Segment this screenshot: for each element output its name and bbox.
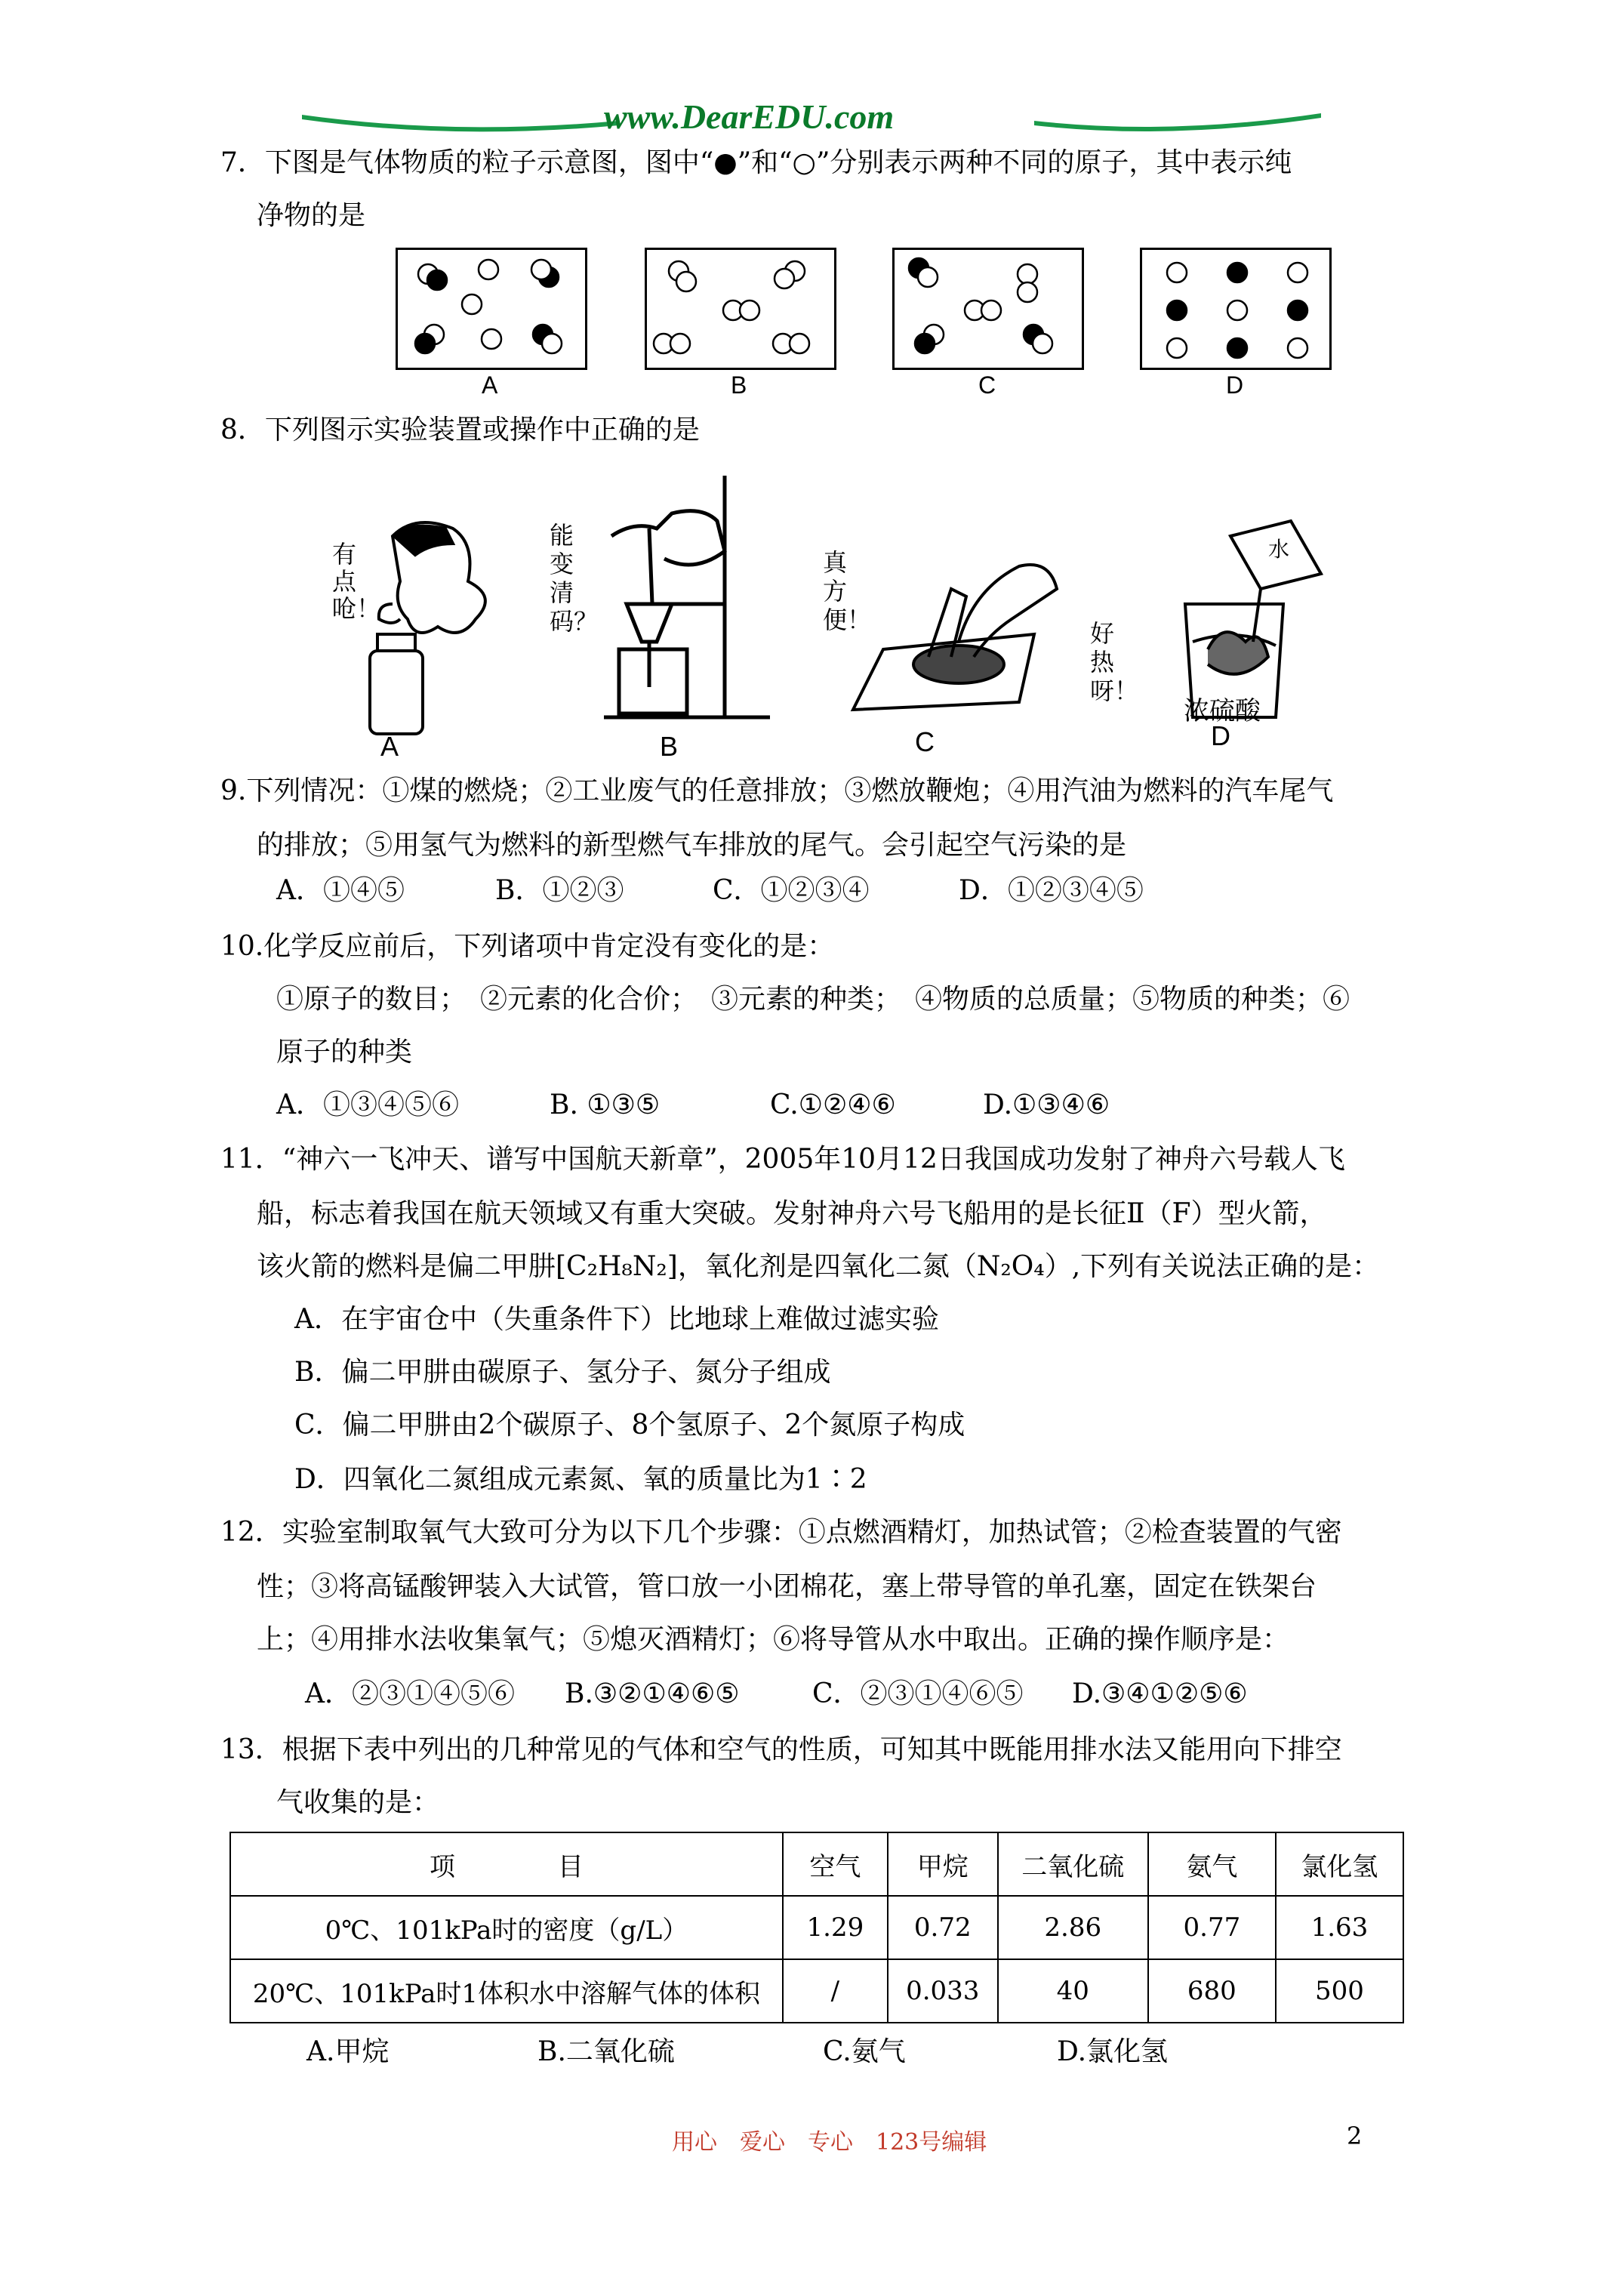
q13-stem-line1: 13．根据下表中列出的几种常见的气体和空气的性质，可知其中既能用排水法又能用向下排空 bbox=[220, 1734, 1342, 1765]
q13-option-a: A.甲烷 bbox=[306, 2036, 390, 2067]
q11-option-d: D．四氧化二氮组成元素氮、氧的质量比为1∶2 bbox=[294, 1464, 867, 1495]
q7-particles-c bbox=[895, 250, 1082, 368]
table-cell: 1.63 bbox=[1276, 1896, 1403, 1959]
q12-option-d: D.③④①②⑤⑥ bbox=[1072, 1678, 1248, 1709]
q7-diagram-b bbox=[645, 248, 836, 370]
q8-caption-a: 有点呛！ bbox=[332, 540, 381, 623]
q11-stem-line2: 船，标志着我国在航天领域又有重大突破。发射神舟六号飞船用的是长征Ⅱ（F）型火箭， bbox=[257, 1198, 1327, 1229]
table-cell: 氯化氢 bbox=[1276, 1832, 1403, 1896]
footer-editor-note: 用心 爱心 专心 123号编辑 bbox=[672, 2129, 987, 2156]
q10-option-b: B. ①③⑤ bbox=[550, 1089, 661, 1120]
q12-stem-line3: 上；④用排水法收集氧气；⑤熄灭酒精灯；⑥将导管从水中取出。正确的操作顺序是： bbox=[257, 1624, 1290, 1655]
q7-label-a: A bbox=[482, 371, 498, 399]
q7-stem-line2: 净物的是 bbox=[257, 200, 366, 231]
table-cell: 40 bbox=[998, 1959, 1148, 2023]
q11-stem-line1: 11．“神六一飞冲天、谱写中国航天新章”，2005年10月12日我国成功发射了神舟六号载人飞 bbox=[220, 1144, 1345, 1175]
table-header-row bbox=[230, 1832, 1403, 1896]
table-row bbox=[230, 1959, 1403, 2023]
q13-option-b: B.二氧化硫 bbox=[537, 2036, 675, 2067]
q8-caption-b: 能变清码？ bbox=[550, 521, 599, 636]
table-cell: 空气 bbox=[783, 1832, 888, 1896]
q13-stem-line2: 气收集的是： bbox=[276, 1787, 440, 1818]
q7-label-c: C bbox=[978, 371, 996, 399]
header-site-name: www.DearEDU.com bbox=[604, 97, 895, 136]
q7-label-d: D bbox=[1226, 371, 1244, 399]
table-cell: 680 bbox=[1148, 1959, 1276, 2023]
q7-diagram-a bbox=[396, 248, 587, 370]
header-swoosh-left bbox=[302, 106, 619, 136]
q10-stem-line1: 10.化学反应前后，下列诸项中肯定没有变化的是： bbox=[220, 931, 835, 962]
q12-option-b: B.③②①④⑥⑤ bbox=[565, 1678, 740, 1709]
q12-option-c: C．②③①④⑥⑤ bbox=[812, 1678, 1024, 1709]
table-cell: 1.29 bbox=[783, 1896, 888, 1959]
q8-label-b: B bbox=[660, 731, 679, 762]
q10-option-d: D.①③④⑥ bbox=[983, 1089, 1110, 1120]
table-cell: 2.86 bbox=[998, 1896, 1148, 1959]
table-cell: / bbox=[783, 1959, 888, 2023]
q12-option-a: A．②③①④⑤⑥ bbox=[305, 1678, 515, 1709]
q11-option-a: A．在宇宙仓中（失重条件下）比地球上难做过滤实验 bbox=[294, 1304, 939, 1335]
q9-option-d: D．①②③④⑤ bbox=[959, 875, 1144, 906]
q9-option-c: C．①②③④ bbox=[713, 875, 870, 906]
q7-particles-b bbox=[647, 250, 834, 368]
q7-particles-d bbox=[1142, 250, 1329, 368]
q12-stem-line2: 性；③将高锰酸钾装入大试管，管口放一小团棉花，塞上带导管的单孔塞，固定在铁架台 bbox=[257, 1571, 1317, 1602]
q13-option-c: C.氨气 bbox=[823, 2036, 906, 2067]
table-cell: 甲烷 bbox=[888, 1832, 998, 1896]
q7-label-b: B bbox=[731, 371, 747, 399]
page-number: 2 bbox=[1347, 2122, 1363, 2150]
table-cell: 0.77 bbox=[1148, 1896, 1276, 1959]
q8-figure-b bbox=[589, 468, 800, 725]
q7-particles-a bbox=[398, 250, 585, 368]
q9-option-a: A．①④⑤ bbox=[276, 875, 405, 906]
q8-figure-c bbox=[838, 544, 1064, 725]
q7-diagram-c bbox=[892, 248, 1084, 370]
q9-option-b: B．①②③ bbox=[495, 875, 624, 906]
q8-caption-d: 好热呀！ bbox=[1090, 619, 1139, 705]
q8-stem: 8．下列图示实验装置或操作中正确的是 bbox=[220, 415, 700, 445]
table-cell: 氨气 bbox=[1148, 1832, 1276, 1896]
q10-option-a: A．①③④⑤⑥ bbox=[276, 1089, 459, 1120]
q8-caption-c: 真方便！ bbox=[823, 548, 872, 634]
table-cell: 项 目 bbox=[230, 1832, 783, 1896]
q9-stem-line2: 的排放；⑤用氢气为燃料的新型燃气车排放的尾气。会引起空气污染的是 bbox=[257, 830, 1127, 861]
q8-label-a: A bbox=[380, 731, 399, 762]
q8-label-d: D bbox=[1211, 720, 1230, 751]
q13-properties-table bbox=[229, 1832, 1404, 2023]
q11-option-c: C．偏二甲肼由2个碳原子、8个氢原子、2个氮原子构成 bbox=[294, 1410, 965, 1441]
table-cell: 20℃、101kPa时1体积水中溶解气体的体积 bbox=[230, 1959, 783, 2023]
q13-option-d: D.氯化氢 bbox=[1057, 2036, 1169, 2067]
q10-option-c: C.①②④⑥ bbox=[770, 1089, 896, 1120]
q10-stem-line2: ①原子的数目； ②元素的化合价； ③元素的种类； ④物质的总质量；⑤物质的种类；⑥ bbox=[276, 984, 1350, 1015]
q7-stem-line1: 7．下图是气体物质的粒子示意图，图中“●”和“○”分别表示两种不同的原子，其中表示纯 bbox=[220, 147, 1292, 178]
q8-acid-label-d: 浓硫酸 bbox=[1184, 696, 1261, 726]
q10-stem-line3: 原子的种类 bbox=[276, 1037, 413, 1068]
q7-diagram-d bbox=[1140, 248, 1332, 370]
table-row bbox=[230, 1896, 1403, 1959]
table-cell: 0℃、101kPa时的密度（g/L） bbox=[230, 1896, 783, 1959]
q8-label-c: C bbox=[915, 726, 935, 757]
q9-stem-line1: 9.下列情况：①煤的燃烧；②工业废气的任意排放；③燃放鞭炮；④用汽油为燃料的汽车尾气 bbox=[220, 775, 1334, 806]
q11-stem-line3: 该火箭的燃料是偏二甲肼[C₂H₈N₂]，氧化剂是四氧化二氮（N₂O₄）,下列有关说法正确的是： bbox=[257, 1251, 1380, 1282]
header-swoosh-right bbox=[1034, 106, 1321, 136]
table-cell: 二氧化硫 bbox=[998, 1832, 1148, 1896]
q8-cup-label-d: 水 bbox=[1268, 537, 1290, 562]
q12-stem-line1: 12．实验室制取氧气大致可分为以下几个步骤：①点燃酒精灯，加热试管；②检查装置的气密 bbox=[220, 1517, 1342, 1548]
table-cell: 0.033 bbox=[888, 1959, 998, 2023]
table-cell: 500 bbox=[1276, 1959, 1403, 2023]
q11-option-b: B．偏二甲肼由碳原子、氢分子、氮分子组成 bbox=[294, 1357, 831, 1388]
table-cell: 0.72 bbox=[888, 1896, 998, 1959]
